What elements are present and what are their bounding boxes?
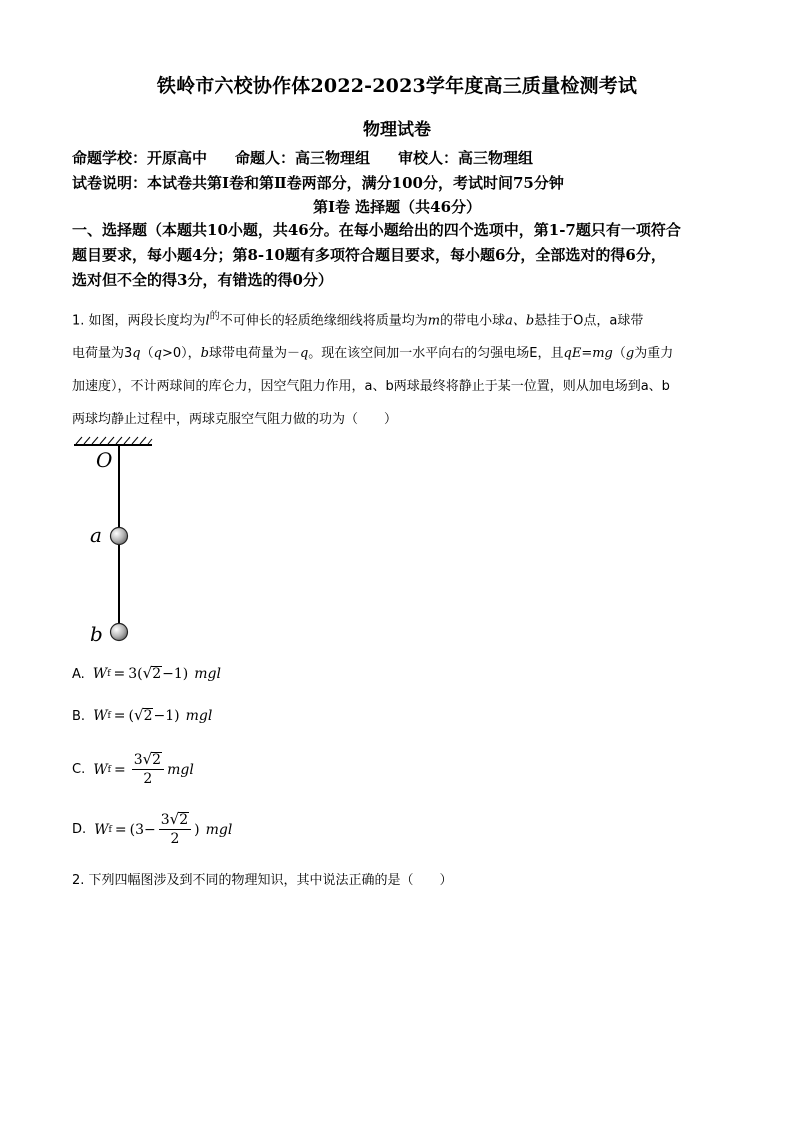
question-1-line: 两球均静止过程中，两球克服空气阻力做的功为（ ）: [72, 412, 398, 428]
ceiling-hatching: [76, 437, 152, 444]
option-c[interactable]: [72, 752, 194, 787]
sqrt: √ 2: [134, 706, 153, 724]
option-c-formula: W f = 3 √ 2 2 mgl: [93, 750, 194, 787]
label-b: b: [90, 622, 103, 646]
pendulum-diagram: [72, 434, 172, 649]
meta-author: 命题人：高三物理组: [235, 149, 371, 167]
exam-subtitle: 物理试卷: [363, 120, 431, 140]
option-a-label: A.: [72, 666, 85, 682]
option-b-label: B.: [72, 708, 86, 724]
ball-a: [111, 528, 128, 545]
ball-b: [111, 624, 128, 641]
question-1-line: 1. 如图，两段长度均为$l^的$不可伸长的轻质绝缘细线将质量均为m的带电小球a、b悬挂于O点，a球带: [72, 311, 644, 329]
question-1-line: 电荷量为3q（q>0），b球带电荷量为－q。现在该空间加一水平向右的匀强电场E，且qE=mg（g为重力: [72, 346, 674, 362]
option-c-label: C.: [72, 762, 86, 777]
exam-title: 铁岭市六校协作体2022-2023学年度高三质量检测考试: [156, 75, 638, 97]
meta-school: 命题学校：开原高中: [72, 149, 208, 167]
question-2-text: 2. 下列四幅图涉及到不同的物理知识，其中说法正确的是（ ）: [72, 873, 453, 888]
sqrt: √ 2: [142, 664, 162, 682]
option-a-formula: W f = 3( √ 2 −1) mgl: [92, 664, 221, 682]
option-d-formula: W f = (3− 3 √ 2 2 ) mgl: [94, 810, 233, 847]
section-intro-line: 选对但不全的得3分，有错选的得0分）: [72, 271, 333, 289]
section-title: 第Ⅰ卷 选择题（共46分）: [312, 198, 482, 216]
question-1-line: 加速度），不计两球间的库仑力，因空气阻力作用，a、b两球最终将静止于某一位置，则从加电场到a、b: [72, 379, 670, 395]
exam-instructions: 试卷说明：本试卷共第Ⅰ卷和第Ⅱ卷两部分，满分100分，考试时间75分钟: [72, 174, 564, 192]
label-o: O: [96, 448, 113, 472]
fraction: 3 √ 2 2: [159, 812, 191, 847]
section-intro-line: 题目要求，每小题4分；第8-10题有多项符合题目要求，每小题6分，全部选对的得6分，: [72, 246, 666, 264]
meta-reviewer: 审校人：高三物理组: [398, 149, 534, 167]
section-intro-line: 一、选择题（本题共10小题，共46分。在每小题给出的四个选项中，第1-7题只有一项符合: [72, 221, 681, 239]
option-d[interactable]: [72, 812, 232, 847]
option-d-label: D.: [72, 822, 87, 837]
question-1-text: [72, 300, 724, 436]
option-b-formula: W f = ( √ 2 −1) mgl: [93, 706, 213, 724]
option-a[interactable]: [72, 666, 221, 682]
option-b[interactable]: [72, 708, 212, 724]
section-intro: [72, 218, 724, 293]
fraction: 3 √ 2 2: [132, 752, 164, 787]
exam-meta-authors: [72, 147, 732, 168]
label-a: a: [90, 523, 102, 547]
